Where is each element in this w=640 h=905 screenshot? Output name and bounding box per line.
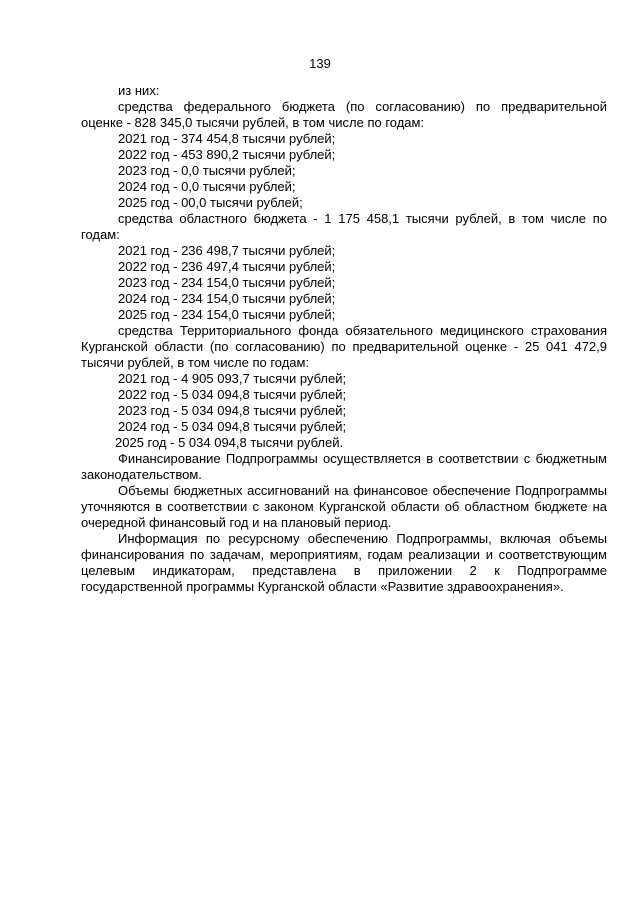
- paragraph: 2021 год - 4 905 093,7 тысячи рублей;: [118, 371, 347, 386]
- paragraph: 2021 год - 236 498,7 тысячи рублей;: [118, 243, 336, 258]
- paragraph: Финансирование Подпрограммы осуществляется в соответствии с бюджетным законодательством.: [81, 451, 607, 482]
- paragraph: 2021 год - 374 454,8 тысячи рублей;: [118, 131, 336, 146]
- paragraph: 2023 год - 0,0 тысячи рублей;: [118, 163, 296, 178]
- paragraph: 2025 год - 5 034 094,8 тысячи рублей.: [115, 435, 344, 450]
- paragraph: 2025 год - 234 154,0 тысячи рублей;: [118, 307, 336, 322]
- paragraph: 2022 год - 236 497,4 тысячи рублей;: [118, 259, 336, 274]
- paragraph: 2023 год - 234 154,0 тысячи рублей;: [118, 275, 336, 290]
- page-number: 139: [309, 56, 331, 71]
- paragraph: 2022 год - 453 890,2 тысячи рублей;: [118, 147, 336, 162]
- paragraph: 2024 год - 5 034 094,8 тысячи рублей;: [118, 419, 347, 434]
- paragraph: Информация по ресурсному обеспечению Подпрограммы, включая объемы финансирования по задачам, мероприятиям, годам реализации и соответствующим целевым индикаторам, представлена в приложении 2 к Подпрограмме государственной программы Курганской области «Развитие здравоохранения».: [81, 531, 607, 594]
- document-body: [81, 83, 607, 595]
- paragraph: 2024 год - 234 154,0 тысячи рублей;: [118, 291, 336, 306]
- paragraph: 2024 год - 0,0 тысячи рублей;: [118, 179, 296, 194]
- paragraph: средства областного бюджета - 1 175 458,1 тысячи рублей, в том числе по годам:: [81, 211, 607, 242]
- paragraph: 2022 год - 5 034 094,8 тысячи рублей;: [118, 387, 347, 402]
- paragraph: из них:: [118, 83, 160, 98]
- paragraph: средства федерального бюджета (по согласованию) по предварительной оценке - 828 345,0 тысячи рублей, в том числе по годам:: [81, 99, 607, 130]
- paragraph: средства Территориального фонда обязательного медицинского страхования Курганской области (по согласованию) по предварительной оценке - 25 041 472,9 тысячи рублей, в том числе по годам:: [81, 323, 607, 370]
- paragraph: 2023 год - 5 034 094,8 тысячи рублей;: [118, 403, 347, 418]
- paragraph: 2025 год - 00,0 тысячи рублей;: [118, 195, 303, 210]
- paragraph: Объемы бюджетных ассигнований на финансовое обеспечение Подпрограммы уточняются в соответствии с законом Курганской области об областном бюджете на очередной финансовый год и на плановый период.: [81, 483, 607, 530]
